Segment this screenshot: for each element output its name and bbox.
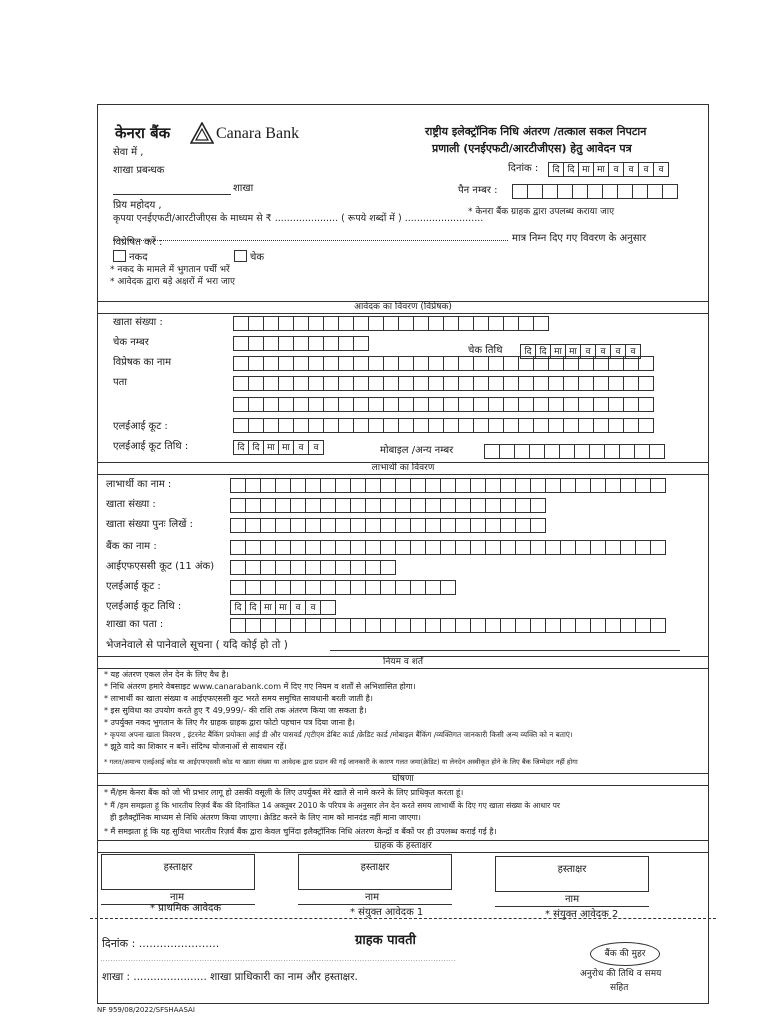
remitter-name-boxes[interactable] <box>233 356 653 371</box>
remitter-lei-label: एलईआई कूट : <box>113 421 168 432</box>
receipt-faint-line: ............................................................................................................................................ <box>100 954 457 963</box>
beneficiary-section-header: लाभार्थी का विवरण <box>97 462 709 475</box>
beneficiary-name-label: लाभार्थी का नाम : <box>106 479 172 490</box>
bank-name-english: Canara Bank <box>216 125 300 142</box>
date-boxes[interactable]: दि दि मा मा व व व व <box>548 162 668 177</box>
bank-name-label: बैंक का नाम : <box>106 541 157 552</box>
address-label: पता <box>113 377 127 388</box>
pan-note: * केनरा बैंक ग्राहक द्वारा उपलब्ध कराया जाए <box>468 207 615 217</box>
term-4: * इस सुविधा का उपयोग करते हुए ₹ 49,999/- की राशि तक अंतरण किया जा सकता है। <box>104 706 367 715</box>
request-text[interactable]: कृपया एनईएफटी/आरटीजीएस के माध्यम से ₹ ..................... ( रूपये शब्दों में ) .......................... <box>113 213 484 224</box>
address-boxes-1[interactable] <box>233 376 653 391</box>
term-7: * झूठे वादे का शिकार न बनें। संदिग्ध योजनाओं से सावधान रहें। <box>104 742 287 751</box>
receipt-branch[interactable]: शाखा : ...................... शाखा प्राधिकारी का नाम और हस्ताक्षर. <box>102 971 358 983</box>
receipt-title: ग्राहक पावती <box>355 933 416 948</box>
form-title-line2: प्रणाली (एनईएफटी/आरटीजीएस) हेतु आवेदन पत्र <box>432 142 632 155</box>
shakha-prabandhak: शाखा प्रबन्धक <box>113 165 165 176</box>
form-title-line1: राष्ट्रीय इलेक्ट्रॉनिक निधि अंतरण /तत्काल सकल निपटान <box>425 125 647 138</box>
signature-box-joint2[interactable]: हस्ताक्षर <box>495 856 649 892</box>
beneficiary-account-again-boxes[interactable] <box>230 518 545 533</box>
date-label: दिनांक : <box>508 163 539 174</box>
cheque-label: चेक <box>250 252 265 263</box>
term-5: * उपर्युक्त नकद भुगतान के लिए गैर ग्राहक ग्राहक द्वारा फोटो पहचान पत्र दिया जाना है। <box>104 718 355 727</box>
shakha-label: शाखा <box>233 183 254 194</box>
vipreshit-label: विप्रेषित करें : <box>113 237 163 248</box>
remitter-section-header: आवेदक का विवरण (विप्रेषक) <box>97 301 709 314</box>
cheque-number-label: चेक नम्बर <box>113 337 149 348</box>
beneficiary-lei-boxes[interactable] <box>230 580 455 595</box>
beneficiary-account-again-label: खाता संख्या पुनः लिखें : <box>106 519 193 530</box>
name-line-joint2[interactable] <box>495 906 649 907</box>
form-code: NF 959/08/2022/SFSHAASAI <box>97 1006 195 1014</box>
time-note-1: अनुरोध की तिथि व समय <box>580 969 662 979</box>
amount-words-line[interactable] <box>113 240 508 241</box>
beneficiary-lei-date-boxes[interactable]: दि दि मा मा व व <box>230 600 335 615</box>
bank-stamp: बैंक की मुहर <box>590 942 660 966</box>
beneficiary-account-label: खाता संख्या : <box>106 499 156 510</box>
message-label: भेजनेवाले से पानेवाले सूचना ( यदि कोई हो तो ) <box>106 639 288 651</box>
declaration-3: ही इलैक्ट्रॉनिक माध्यम से निधि अंतरण किया जाएगा। क्रेडिट करने के लिए नाम को मानदंड नहीं माना जाएगा। <box>110 813 421 822</box>
term-6: * कृपया अपना खाता विवरण , इंटरनेट बैंकिंग प्रयोक्ता आई डी और पासवर्ड /एटीएम डेबिट कार्ड /क्रेडिट कार्ड /मोबाइल बैंकिंग /व्यक्तिगत जानकारी किसी अन्य व्यक्ति को न बताएं। <box>104 730 573 739</box>
remitter-name-label: विप्रेषक का नाम <box>113 357 172 368</box>
cheque-number-boxes[interactable] <box>233 336 368 351</box>
ifsc-boxes[interactable] <box>230 560 395 575</box>
name-label-joint2: नाम <box>565 894 580 905</box>
time-note-2: सहित <box>610 983 629 993</box>
receipt-date[interactable]: दिनांक : ....................... <box>102 937 220 950</box>
applicant-primary: * प्राथमिक आवेदक <box>150 903 222 914</box>
branch-address-boxes[interactable] <box>230 618 665 633</box>
note-cash: * नकद के मामले में भुगतान पर्ची भरें <box>110 265 230 275</box>
applicant-joint1: * संयुक्त आवेदक 1 <box>350 907 424 918</box>
note-capital: * आवेदक द्वारा बड़े अक्षरों में भरा जाए <box>110 277 235 287</box>
branch-name-line[interactable] <box>113 194 231 195</box>
pan-label: पैन नम्बर : <box>458 185 498 196</box>
remitter-lei-date-label: एलईआई कूट तिथि : <box>113 441 189 452</box>
signature-box-joint1[interactable]: हस्ताक्षर <box>298 854 452 890</box>
cheque-date-boxes[interactable]: दि दि मा मा व व व व <box>520 344 640 359</box>
beneficiary-lei-label: एलईआई कूट : <box>106 581 161 592</box>
declaration-section-header: घोषणा <box>97 773 709 786</box>
remitter-lei-date-boxes[interactable]: दि दि मा मा व व <box>233 440 323 455</box>
cash-checkbox[interactable] <box>113 250 126 262</box>
signature-box-primary[interactable]: हस्ताक्षर <box>101 854 255 890</box>
beneficiary-lei-date-label: एलईआई कूट तिथि : <box>106 601 182 612</box>
matra-text: मात्र निम्न दिए गए विवरण के अनुसार <box>512 233 647 244</box>
remitter-account-boxes[interactable] <box>233 316 548 331</box>
ifsc-label: आईएफएससी कूट (11 अंक) <box>106 561 215 572</box>
seva-mein: सेवा में , <box>113 147 144 158</box>
remitter-lei-boxes[interactable] <box>233 418 653 433</box>
cut-line <box>90 918 716 919</box>
bank-name-hindi: केनरा बैंक <box>115 124 171 142</box>
beneficiary-name-boxes[interactable] <box>230 478 665 493</box>
address-boxes-2[interactable] <box>233 397 653 412</box>
pan-boxes[interactable] <box>512 184 677 199</box>
beneficiary-account-boxes[interactable] <box>230 498 545 513</box>
declaration-2: * मैं /हम समझता हूं कि भारतीय रिज़र्व बैंक की दिनांकित 14 अक्तूबर 2010 के परिपत्र के अनुसार लेन देन करते समय लाभार्थी के दिए गए खाता संख्या के आधार पर <box>104 801 561 810</box>
term-3: * लाभार्थी का खाता संख्या व आईएफएससी कूट भरते समय समुचित सावधानी बरती जाती है। <box>104 694 373 703</box>
mobile-boxes[interactable] <box>484 444 664 459</box>
name-line-joint1[interactable] <box>298 904 452 905</box>
cheque-checkbox[interactable] <box>234 250 247 262</box>
remitter-account-label: खाता संख्या : <box>113 317 163 328</box>
cash-label: नकद <box>129 252 148 263</box>
branch-address-label: शाखा का पता : <box>106 619 164 630</box>
bank-name-boxes[interactable] <box>230 540 665 555</box>
priya-mahoday: प्रिय महोदय , <box>113 200 162 211</box>
declaration-4: * मैं समझता हूं कि यह सुविधा भारतीय रिज़र्व बैंक द्वारा केवल चुनिंदा इलैक्ट्रॉनिक निधि अंतरण केन्द्रों व बैंकों पर ही उपलब्ध कराई गई है। <box>104 827 497 836</box>
cheque-date-label: चेक तिथि <box>468 345 503 356</box>
message-line[interactable] <box>330 650 680 651</box>
signature-section-header: ग्राहक के हस्ताक्षर <box>97 840 709 853</box>
terms-section-header: नियम व शर्तें <box>97 656 709 669</box>
canara-logo-icon <box>190 122 214 144</box>
name-label-primary: नाम <box>170 892 185 903</box>
term-2: * निधि अंतरण हमारे वेबसाइट www.canarabank.com में दिए गए नियम व शर्तों से अभिशासित होगा। <box>104 682 416 691</box>
applicant-joint2: * संयुक्त आवेदक 2 <box>545 909 619 920</box>
mobile-label: मोबाइल /अन्य नम्बर <box>380 445 454 456</box>
declaration-1: * मैं/हम केनरा बैंक को जो भी प्रभार लागू हो उसकी वसूली के लिए उपर्युक्त मेरे खाते से नामे करने के लिए प्राधिकृत करता हूं। <box>104 788 464 797</box>
term-8: * गलत/अमान्य एलईआई कोड या आईएफएससी कोड या खाता संख्या या आवेदक द्वारा प्रदान की गई जानकारी के कारण गलत जमा(क्रेडिट) या लेनदेन अस्वीकृत होने के लिए बैंक जिम्मेदार नहीं होगा <box>104 758 578 766</box>
name-label-joint1: नाम <box>365 892 380 903</box>
term-1: * यह अंतरण एकल लेन देन के लिए वैध है। <box>104 670 229 679</box>
